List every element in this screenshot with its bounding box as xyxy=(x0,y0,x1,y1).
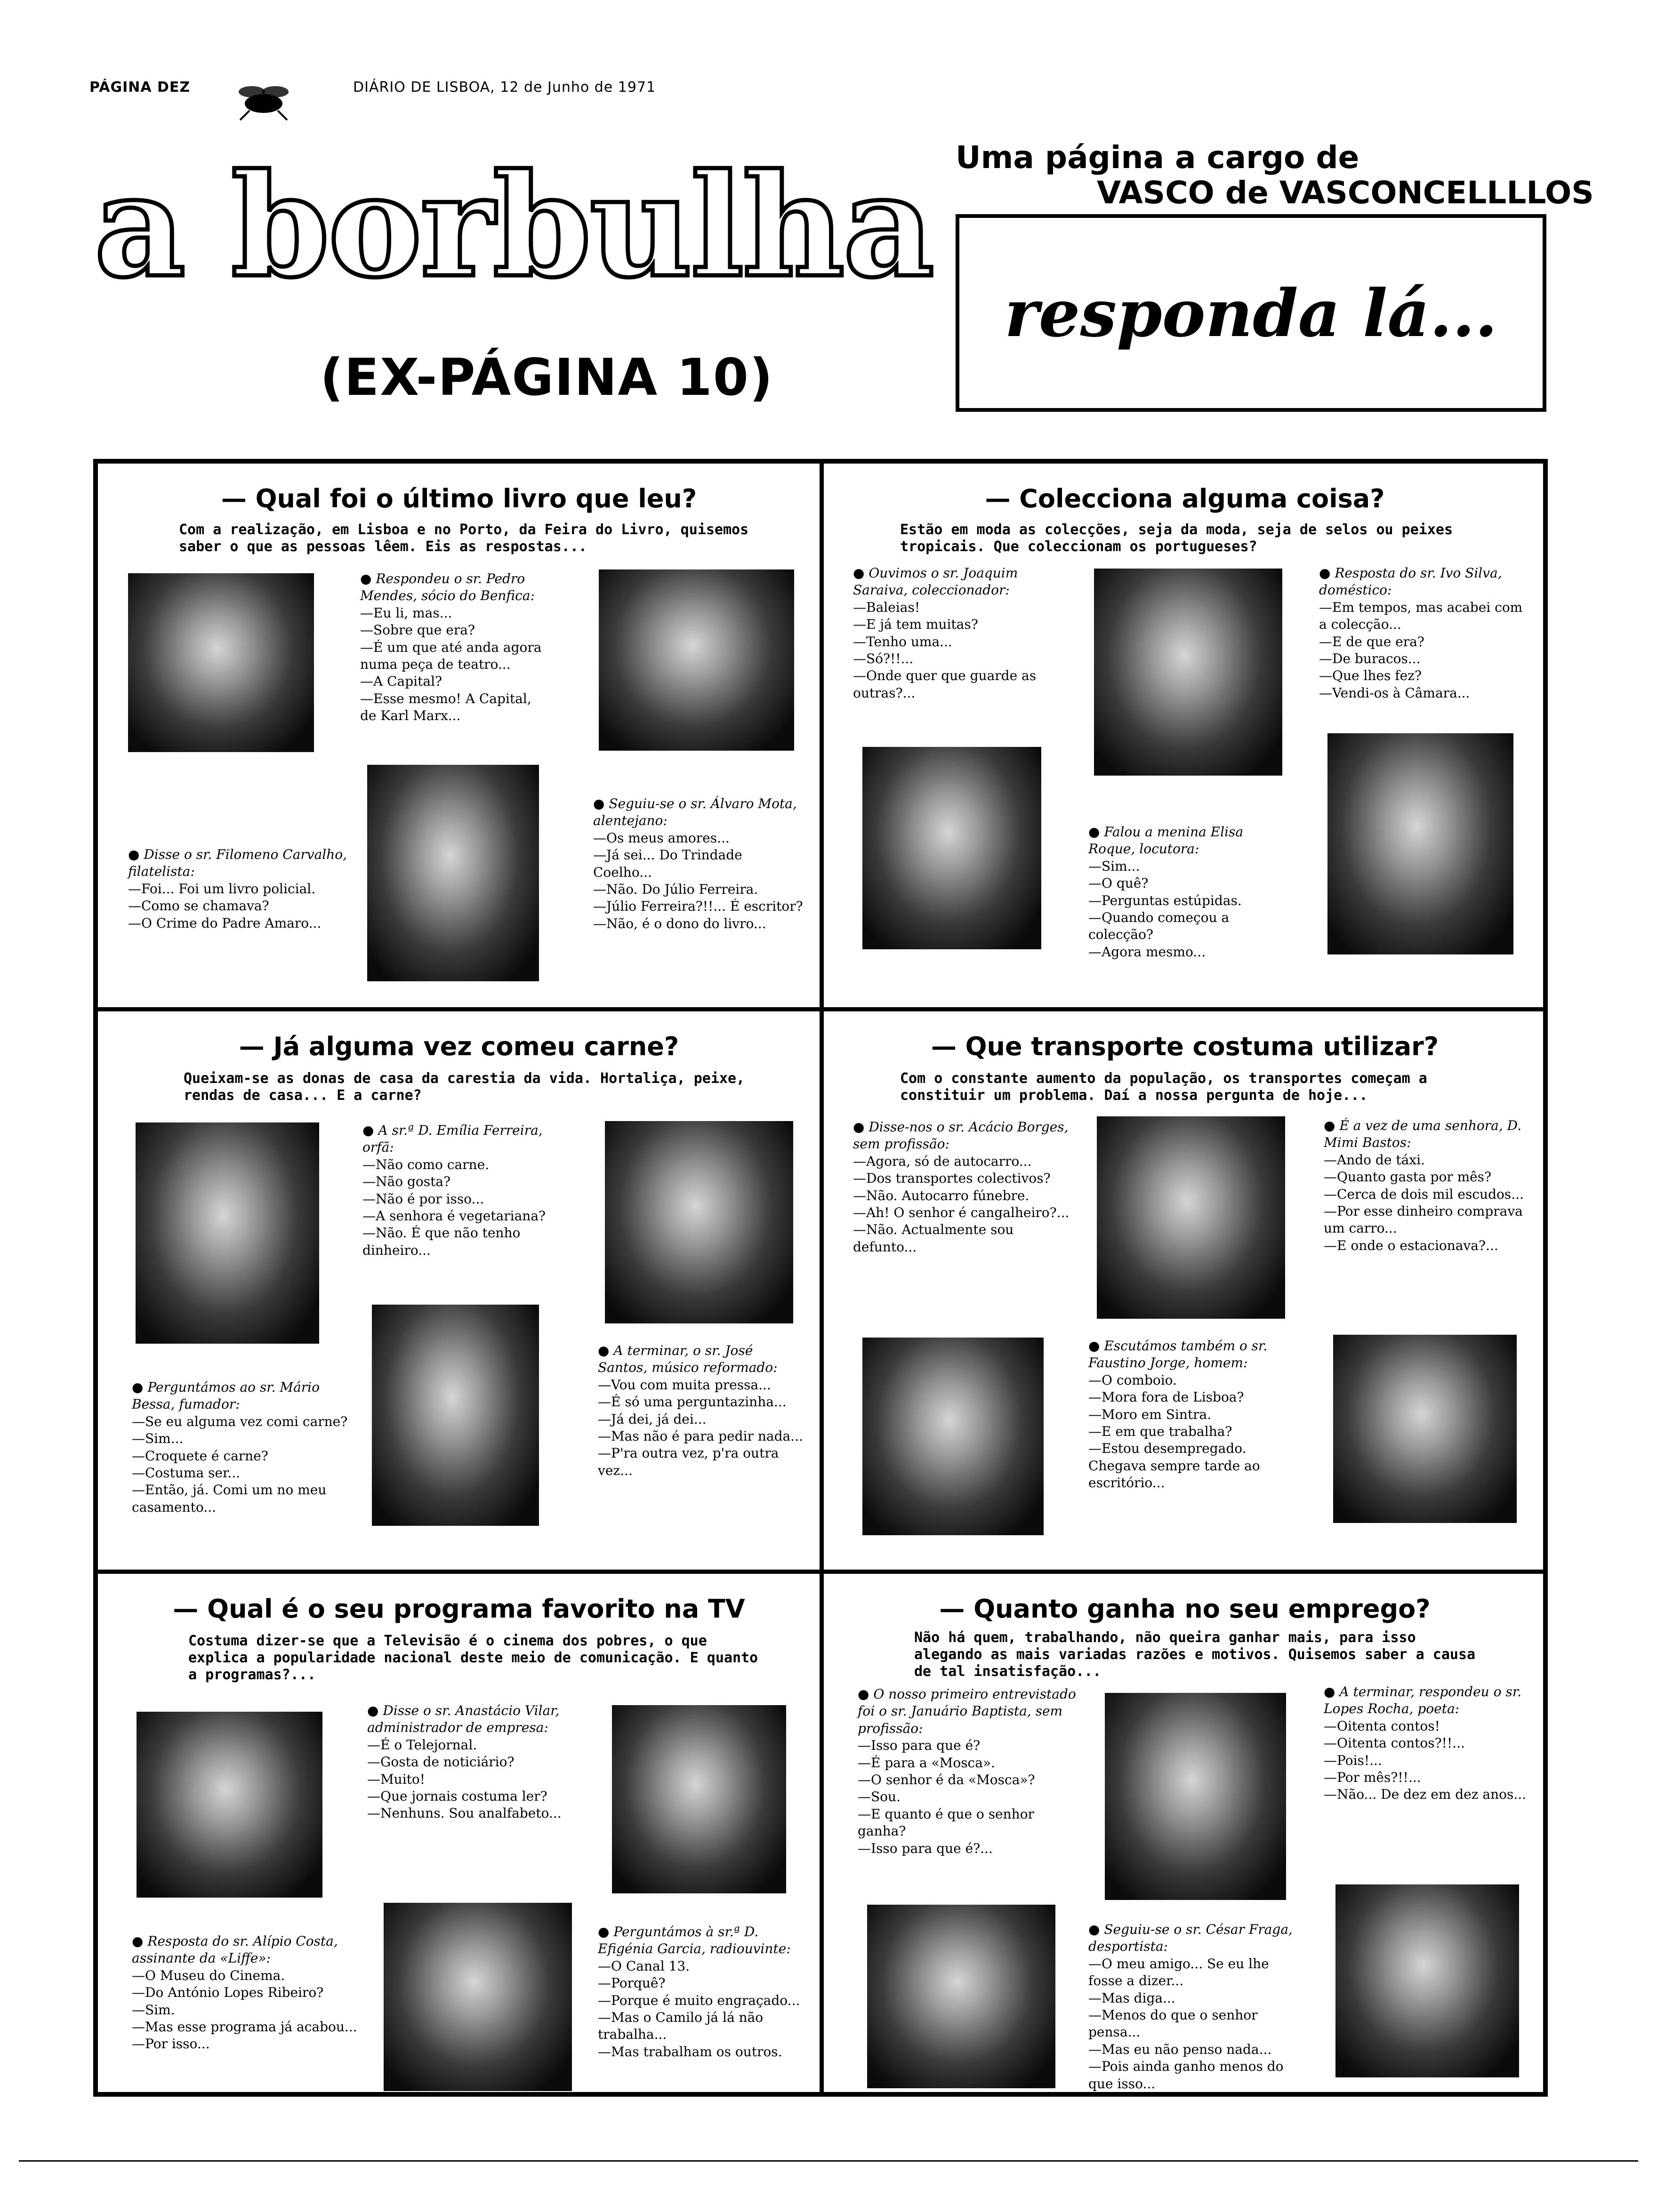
interviewee-photo xyxy=(1097,1116,1285,1319)
panel-colecciona xyxy=(825,466,1545,1007)
interviewee-photo xyxy=(862,1338,1044,1535)
answer-block: ● Respondeu o sr. Pedro Mendes, sócio do Benfica: —Eu li, mas... —Sobre que era? —É um que até anda agora numa peça de teatro... —A Capital? —Esse mesmo! A Capital, de Karl Marx... xyxy=(360,571,542,724)
answer-block: ● É a vez de uma senhora, D. Mimi Bastos: —Ando de táxi. —Quanto gasta por mês? —Cerca de dois mil escudos... —Por esse dinheiro comprava um carro... —E onde o estacionava?... xyxy=(1324,1118,1526,1253)
answer-block: ● Disse-nos o sr. Acácio Borges, sem profissão: —Agora, só de autocarro... —Dos transportes colectivos? —Não. Autocarro fúnebre. —Ah! O senhor é cangalheiro?... —Não. Actualmente sou defunto... xyxy=(853,1119,1073,1255)
interviewee-photo xyxy=(1094,569,1282,776)
question-heading: — Que transporte costuma utilizar? xyxy=(931,1032,1439,1061)
panel-livro xyxy=(99,466,819,1007)
intro-text: Não há quem, trabalhando, não queira ganhar mais, para isso alegando as mais variadas razões e motivos. Quisemos saber a causa de tal insatisfação... xyxy=(914,1629,1476,1680)
question-heading: — Colecciona alguma coisa? xyxy=(985,484,1385,513)
box-title: responda lá... xyxy=(1005,274,1497,352)
logo-title: a borbulha xyxy=(94,143,933,309)
panel-emprego xyxy=(825,1575,1545,2093)
answer-block: ● A sr.ª D. Emília Ferreira, orfã: —Não como carne. —Não gosta? —Não é por isso... —A senhora é vegetariana? —Não. É que não tenho dinheiro... xyxy=(362,1122,547,1258)
panel-carne xyxy=(99,1013,819,1568)
interviewee-photo xyxy=(372,1305,539,1526)
answer-block: ● A terminar, respondeu o sr. Lopes Rocha, poeta: —Oitenta contos! —Oitenta contos?!!... —Pois!... —Por mês?!!... —Não... De dez em dez anos... xyxy=(1324,1684,1527,1803)
page-bottom-rule xyxy=(19,2160,1638,2162)
credit-line-2: VASCO de VASCONCELLLLOS xyxy=(1097,175,1594,211)
interviewee-photo xyxy=(1327,733,1513,954)
answer-block: ● Disse o sr. Anastácio Vilar, administrador de empresa: —É o Telejornal. —Gosta de noticiário? —Muito! —Que jornais costuma ler? —Nenhuns. Sou analfabeto... xyxy=(367,1703,564,1821)
question-heading: — Qual foi o último livro que leu? xyxy=(221,484,697,513)
interviewee-photo xyxy=(605,1121,793,1323)
interviewee-photo xyxy=(867,1905,1055,2088)
answer-block: ● Perguntámos ao sr. Mário Bessa, fumador: —Se eu alguma vez comi carne? —Sim... —Croquete é carne? —Costuma ser... —Então, já. Comi um no meu casamento... xyxy=(132,1379,348,1515)
panel-tv xyxy=(99,1575,819,2093)
answer-block: ● Perguntámos à sr.ª D. Efigénia Garcia, radiouvinte: —O Canal 13. —Porquê? —Porque é muito engraçado... —Mas o Camilo já lá não trabalha... —Mas trabalham os outros. xyxy=(598,1924,800,2060)
interviewee-photo xyxy=(1105,1693,1286,1900)
fly-icon xyxy=(231,80,297,122)
interviewee-photo xyxy=(137,1712,322,1898)
row-divider-1 xyxy=(93,1007,1548,1011)
answer-block: ● Disse o sr. Filomeno Carvalho, filatelista: —Foi... Foi um livro policial. —Como se chamava? —O Crime do Padre Amaro... xyxy=(128,847,351,931)
newspaper-date: DIÁRIO DE LISBOA, 12 de Junho de 1971 xyxy=(353,79,656,96)
answer-block: ● A terminar, o sr. José Santos, músico reformado: —Vou com muita pressa... —É só uma perguntazinha... —Já dei, já dei... —Mas não é para pedir nada... —P'ra outra vez, p'ra outra vez... xyxy=(598,1343,803,1478)
answer-block: ● Seguiu-se o sr. César Fraga, desportista: —O meu amigo... Se eu lhe fosse a dizer... —Mas diga... —Menos do que o senhor pensa... —Mas eu não penso nada... —Pois ainda ganho menos do que isso... xyxy=(1088,1922,1297,2092)
subtitle: (EX-PÁGINA 10) xyxy=(320,348,774,407)
interviewee-photo xyxy=(1333,1335,1517,1523)
question-heading: — Já alguma vez comeu carne? xyxy=(239,1032,679,1061)
interviewee-photo xyxy=(384,1903,572,2091)
answer-block: ● Ouvimos o sr. Joaquim Saraiva, coleccionador: —Baleias! —E já tem muitas? —Tenho uma... —Só?!!... —Onde quer que guarde as outras?... xyxy=(853,565,1037,701)
row-divider-2 xyxy=(93,1570,1548,1574)
answer-block: ● Resposta do sr. Alípio Costa, assinante da «Liffe»: —O Museu do Cinema. —Do António Lopes Ribeiro? —Sim. —Mas esse programa já acabou... —Por isso... xyxy=(132,1933,357,2052)
page-label: PÁGINA DEZ xyxy=(89,79,191,96)
answer-block: ● O nosso primeiro entrevistado foi o sr. Januário Baptista, sem profissão: —Isso para que é? —É para a «Mosca». —O senhor é da «Mosca»? —Sou. —E quanto é que o senhor ganha? —Isso para que é?... xyxy=(858,1686,1080,1856)
intro-text: Costuma dizer-se que a Televisão é o cinema dos pobres, o que explica a popularidade nacional deste meio de comunicação. E quanto a programas?... xyxy=(188,1633,758,1683)
intro-text: Queixam-se as donas de casa da carestia da vida. Hortaliça, peixe, rendas de casa... E a carne? xyxy=(184,1070,745,1104)
answer-block: ● Resposta do sr. Ivo Silva, doméstico: —Em tempos, mas acabei com a colecção... —E de que era? —De buracos... —Que lhes fez? —Vendi-os à Câmara... xyxy=(1319,565,1523,701)
interviewee-photo xyxy=(862,747,1041,949)
interviewee-photo xyxy=(612,1705,786,1893)
answer-block: ● Escutámos também o sr. Faustino Jorge, homem: —O comboio. —Mora fora de Lisboa? —Moro em Sintra. —E em que trabalha? —Estou desempregado. Chegava sempre tarde ao escritório... xyxy=(1088,1338,1272,1491)
interviewee-photo xyxy=(367,765,539,981)
interviewee-photo xyxy=(1335,1884,1519,2077)
interviewee-photo xyxy=(128,573,314,752)
intro-text: Com a realização, em Lisboa e no Porto, da Feira do Livro, quisemos saber o que as pessoas lêem. Eis as respostas... xyxy=(179,521,749,555)
question-heading: — Quanto ganha no seu emprego? xyxy=(939,1594,1431,1624)
credit-line-1: Uma página a cargo de xyxy=(956,139,1359,176)
answer-block: ● Falou a menina Elisa Roque, locutora: —Sim... —O quê? —Perguntas estúpidas. —Quando começou a colecção? —Agora mesmo... xyxy=(1088,824,1247,960)
panel-transporte xyxy=(825,1013,1545,1568)
column-divider xyxy=(820,459,824,2097)
answer-block: ● Seguiu-se o sr. Álvaro Mota, alentejano: —Os meus amores... —Já sei... Do Trindade Coelho... —Não. Do Júlio Ferreira. —Júlio Ferreira?!!... É escritor? —Não, é o dono do livro... xyxy=(593,796,803,931)
interviewee-photo xyxy=(136,1122,319,1344)
question-heading: — Qual é o seu programa favorito na TV xyxy=(173,1594,745,1624)
interviewee-photo xyxy=(599,569,794,751)
intro-text: Com o constante aumento da população, os transportes começam a constituir um problema. Daí a nossa pergunta de hoje... xyxy=(900,1070,1427,1104)
intro-text: Estão em moda as colecções, seja da moda, seja de selos ou peixes tropicais. Que coleccionam os portugueses? xyxy=(900,521,1453,555)
responda-box xyxy=(956,214,1546,412)
